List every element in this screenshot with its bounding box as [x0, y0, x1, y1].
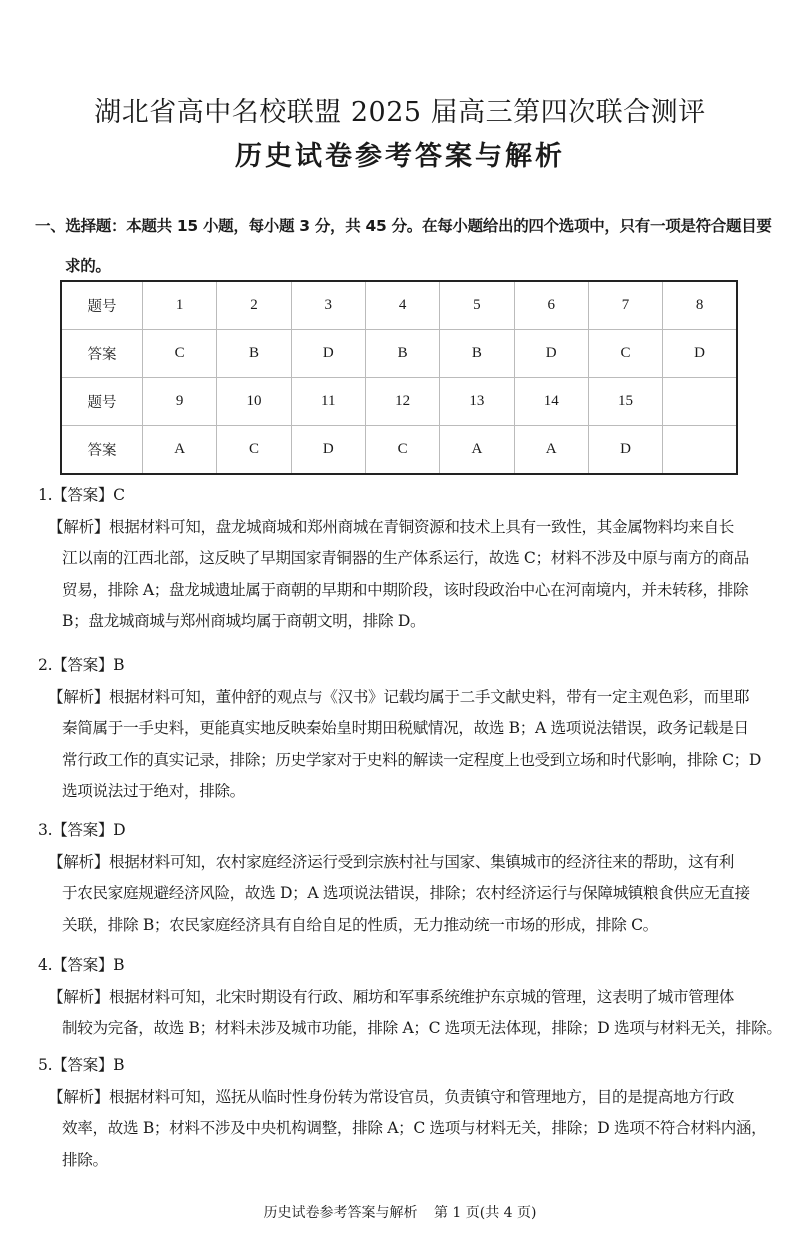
exam-title: 湖北省高中名校联盟 2025 届高三第四次联合测评	[94, 97, 706, 128]
row-header-cell: 答案	[61, 330, 143, 378]
analysis-line: 【解析】根据材料可知，农村家庭经济运行受到宗族村社与国家、集镇城市的经济往来的帮助，这有利	[48, 852, 734, 871]
row-header-cell: 题号	[61, 281, 143, 330]
table-cell: 11	[291, 378, 365, 426]
table-cell: D	[663, 330, 737, 378]
page-footer	[0, 1203, 800, 1223]
row-header-cell: 题号	[61, 378, 143, 426]
analysis-line: B；盘龙城商城与郑州商城均属于商朝文明，排除 D。	[62, 612, 426, 631]
table-cell: C	[588, 330, 662, 378]
analysis-line: 江以南的江西北部，这反映了早期国家青铜器的生产体系运行，故选 C；材料不涉及中原与南方的商品	[62, 549, 749, 568]
table-cell: D	[291, 426, 365, 475]
question-number-row	[61, 281, 737, 330]
table-cell: 8	[663, 281, 737, 330]
table-cell: D	[291, 330, 365, 378]
question-explanation	[38, 1050, 790, 1176]
analysis-line: 【解析】根据材料可知，董仲舒的观点与《汉书》记载均属于二手文献史料，带有一定主观色彩，而里耶	[48, 687, 750, 706]
analysis-line: 关联，排除 B；农民家庭经济具有自给自足的性质，无力推动统一市场的形成，排除 C。	[62, 915, 658, 934]
table-cell: A	[514, 426, 588, 475]
table-cell: A	[143, 426, 217, 475]
analysis-line: 【解析】根据材料可知，北宋时期设有行政、厢坊和军事系统维护东京城的管理，这表明了城市管理体	[48, 987, 734, 1006]
table-cell: 9	[143, 378, 217, 426]
answer-heading: 2.【答案】B	[38, 656, 125, 674]
answer-heading: 5.【答案】B	[38, 1056, 125, 1074]
table-cell: C	[143, 330, 217, 378]
table-cell: 4	[365, 281, 439, 330]
analysis-text	[38, 982, 790, 1045]
table-cell: B	[440, 330, 514, 378]
table-cell: 10	[217, 378, 291, 426]
answer-heading: 3.【答案】D	[38, 821, 126, 839]
analysis-text	[38, 1082, 790, 1177]
table-cell	[663, 378, 737, 426]
analysis-line: 效率，故选 B；材料不涉及中央机构调整，排除 A；C 选项与材料无关，排除；D 选项不符合材料内涵，	[62, 1119, 767, 1138]
table-cell: 5	[440, 281, 514, 330]
analysis-line: 秦简属于一手史料，更能真实地反映秦始皇时期田税赋情况，故选 B；A 选项说法错误，政务记载是日	[62, 719, 749, 738]
analysis-line: 制较为完备，故选 B；材料未涉及城市功能，排除 A；C 选项无法体现，排除；D 选项与材料无关，排除。	[62, 1019, 782, 1038]
analysis-text	[38, 512, 790, 638]
answer-row	[61, 426, 737, 475]
analysis-line: 常行政工作的真实记录，排除；历史学家对于史料的解读一定程度上也受到立场和时代影响，排除 C；D	[62, 750, 762, 769]
answer-heading: 1.【答案】C	[38, 486, 125, 504]
table-cell	[663, 426, 737, 475]
table-cell: 2	[217, 281, 291, 330]
analysis-text	[38, 682, 790, 808]
table-cell: B	[217, 330, 291, 378]
answer-table	[60, 280, 738, 475]
footer-page-info: 第 1 页(共 4 页)	[433, 1205, 537, 1221]
document-subtitle: 历史试卷参考答案与解析	[235, 141, 565, 172]
table-cell: 13	[440, 378, 514, 426]
question-explanation	[38, 815, 790, 941]
section-instructions	[35, 206, 790, 286]
analysis-line: 贸易，排除 A；盘龙城遗址属于商朝的早期和中期阶段，该时段政治中心在河南境内，并未转移，排除	[62, 580, 749, 599]
footer-doc-name: 历史试卷参考答案与解析	[263, 1205, 418, 1221]
analysis-line: 【解析】根据材料可知，巡抚从临时性身份转为常设官员，负责镇守和管理地方，目的是提高地方行政	[48, 1087, 734, 1106]
table-cell: B	[365, 330, 439, 378]
table-cell: 12	[365, 378, 439, 426]
table-cell: C	[217, 426, 291, 475]
question-explanation	[38, 650, 790, 808]
analysis-line: 于农民家庭规避经济风险，故选 D；A 选项说法错误，排除；农村经济运行与保障城镇粮食供应无直接	[62, 884, 750, 903]
question-number-row	[61, 378, 737, 426]
table-cell: D	[514, 330, 588, 378]
table-cell: C	[365, 426, 439, 475]
table-cell: 6	[514, 281, 588, 330]
answer-row	[61, 330, 737, 378]
answer-heading: 4.【答案】B	[38, 956, 125, 974]
question-explanation	[38, 950, 790, 1045]
table-cell: 7	[588, 281, 662, 330]
analysis-line: 【解析】根据材料可知，盘龙城商城和郑州商城在青铜资源和技术上具有一致性，其金属物料均来自长	[48, 517, 734, 536]
table-cell: 14	[514, 378, 588, 426]
table-cell: 3	[291, 281, 365, 330]
table-cell: 1	[143, 281, 217, 330]
question-explanation	[38, 480, 790, 638]
row-header-cell: 答案	[61, 426, 143, 475]
analysis-line: 选项说法过于绝对，排除。	[62, 782, 245, 801]
table-cell: D	[588, 426, 662, 475]
table-cell: A	[440, 426, 514, 475]
section-instructions-line-1: 一、选择题：本题共 15 小题，每小题 3 分，共 45 分。在每小题给出的四个选项中，只有一项是符合题目要	[35, 217, 772, 235]
table-cell: 15	[588, 378, 662, 426]
analysis-line: 排除。	[62, 1150, 108, 1169]
section-instructions-line-2: 求的。	[65, 257, 111, 275]
analysis-text	[38, 847, 790, 942]
